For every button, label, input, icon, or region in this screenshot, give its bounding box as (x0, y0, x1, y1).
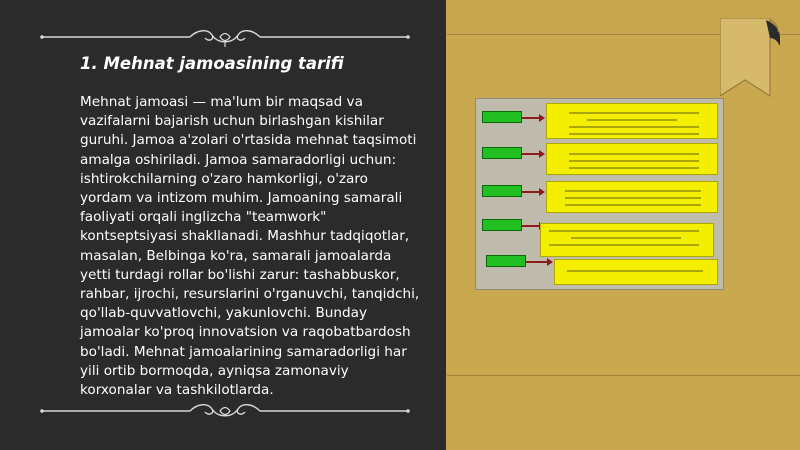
diagram-arrow (526, 261, 548, 263)
diagram-green-box (482, 147, 522, 159)
diagram-green-box (482, 219, 522, 231)
slide-body-text: Mehnat jamoasi — ma'lum bir maqsad va vazifalarni bajarish uchun birlashgan kishilar guruhi. Jamoa a'zolari o'rtasida mehnat taqsimoti amalga oshiriladi. Jamoa samaradorligi uchun: ishtirokchilarning o'zaro hamkorligi, o'zaro yordam va intizom muhim. Jamoaning samarali faoliyati orqali inglizcha "teamwork" kontseptsiyasi shakllanadi. Mashhur tadqiqotlar, masalan, Belbinga ko'ra, samarali jamoalarda yetti turdagi rollar bo'lishi zarur: tashabbuskor, rahbar, ijrochi, resurslarini o'rganuvchi, tanqidchi, qo'llab-quvvatlovchi, yakunlovchi. Bunday jamoalar ko'proq innovatsion va raqobatbardosh bo'ladi. Mehnat jamoalarining samaradorligi har yili ortib bormoqda, ayniqsa zamonaviy korxonalar va tashkilotlarda. (80, 94, 420, 399)
embedded-diagram-image (475, 98, 724, 290)
diagram-arrow (522, 153, 540, 155)
diagram-yellow-panel (554, 259, 718, 285)
diagram-arrow (522, 191, 540, 193)
bookmark-ribbon-icon (720, 18, 780, 98)
slide-title: 1. Mehnat jamoasining tarifi (80, 54, 344, 73)
diagram-arrow (522, 225, 540, 227)
ornament-divider-top-icon (40, 26, 410, 48)
diagram-yellow-panel (546, 103, 718, 139)
diagram-green-box (482, 111, 522, 123)
diagram-green-box (486, 255, 526, 267)
diagram-yellow-panel (546, 181, 718, 213)
ornament-divider-bottom-icon (40, 400, 410, 422)
diagram-yellow-panel (540, 223, 714, 257)
diagram-yellow-panel (546, 143, 718, 175)
diagram-green-box (482, 185, 522, 197)
diagram-arrow (522, 117, 540, 119)
